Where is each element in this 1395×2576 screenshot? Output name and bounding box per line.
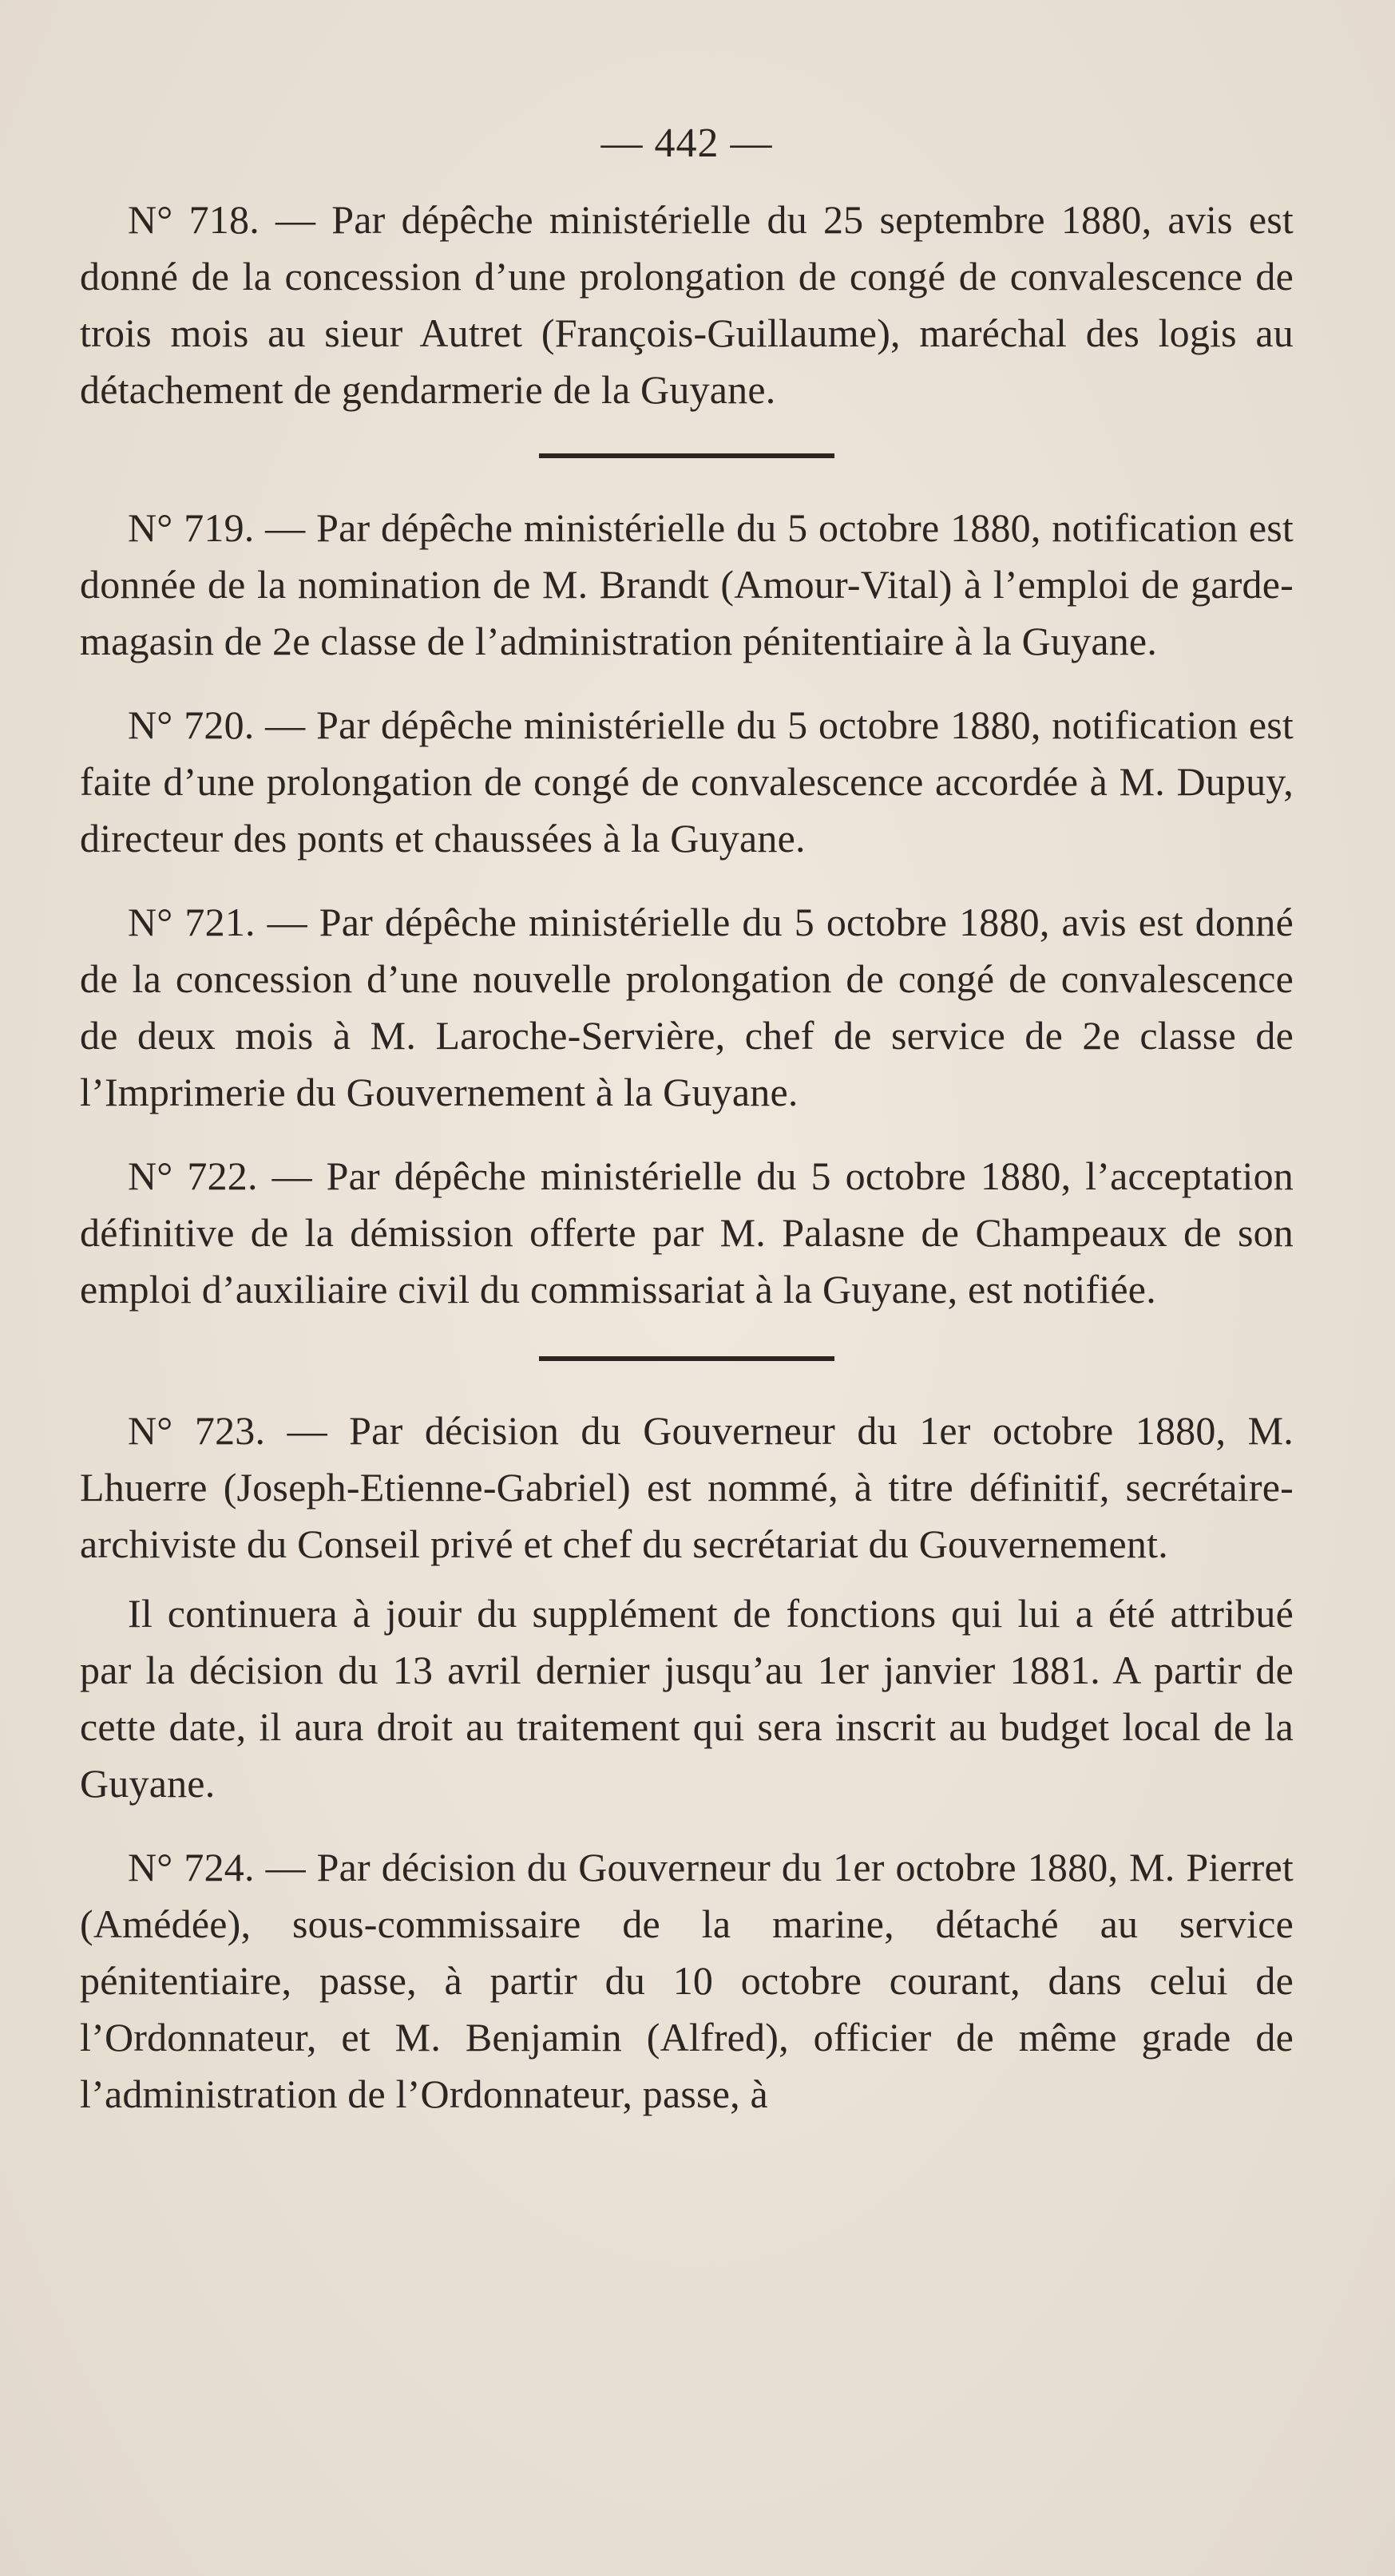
entry-724: N° 724. — Par décision du Gouverneur du 1er octobre 1880, M. Pierret (Amédée), sous-commissaire de la marine, détaché au service pénitentiaire, passe, à partir du 10 octobre courant, dans celui de l’Ordonnateur, et M. Benjamin (Alfred), officier de même grade de l’administration de l’Ordonnateur, passe, à xyxy=(80,1845,1294,2116)
entry-720: N° 720. — Par dépêche ministérielle du 5 octobre 1880, notification est faite d’une prolongation de congé de convalescence accordée à M. Dupuy, directeur des ponts et chaussées à la Guyane. xyxy=(80,702,1294,861)
entry-722: N° 722. — Par dépêche ministérielle du 5 octobre 1880, l’acceptation définitive de la démission offerte par M. Palasne de Champeaux de son emploi d’auxiliaire civil du commissariat à la Guyane, est notifiée. xyxy=(80,1153,1294,1312)
page-number: — 442 — xyxy=(600,121,773,166)
page-body xyxy=(80,120,1294,2123)
section-divider xyxy=(539,453,834,458)
entry-719: N° 719. — Par dépêche ministérielle du 5 octobre 1880, notification est donnée de la nomination de M. Brandt (Amour-Vital) à l’emploi de garde-magasin de 2e classe de l’administration pénitentiaire à la Guyane. xyxy=(80,505,1294,663)
entry-718: N° 718. — Par dépêche ministérielle du 25 septembre 1880, avis est donné de la concession d’une prolongation de congé de convalescence de trois mois au sieur Autret (François-Guillaume), maréchal des logis au détachement de gendarmerie de la Guyane. xyxy=(80,197,1294,412)
section-divider xyxy=(539,1356,834,1361)
entry-723-continuation: Il continuera à jouir du supplément de fonctions qui lui a été attribué par la décision du 13 avril dernier jusqu’au 1er janvier 1881. A partir de cette date, il aura droit au traitement qui sera inscrit au budget local de la Guyane. xyxy=(80,1591,1294,1806)
entry-723: N° 723. — Par décision du Gouverneur du 1er octobre 1880, M. Lhuerre (Joseph-Etienne-Gabriel) est nommé, à titre définitif, secrétaire-archiviste du Conseil privé et chef du secrétariat du Gouvernement. xyxy=(80,1408,1294,1566)
entry-721: N° 721. — Par dépêche ministérielle du 5 octobre 1880, avis est donné de la concession d’une nouvelle prolongation de congé de convalescence de deux mois à M. Laroche-Servière, chef de service de 2e classe de l’Imprimerie du Gouvernement à la Guyane. xyxy=(80,900,1294,1114)
